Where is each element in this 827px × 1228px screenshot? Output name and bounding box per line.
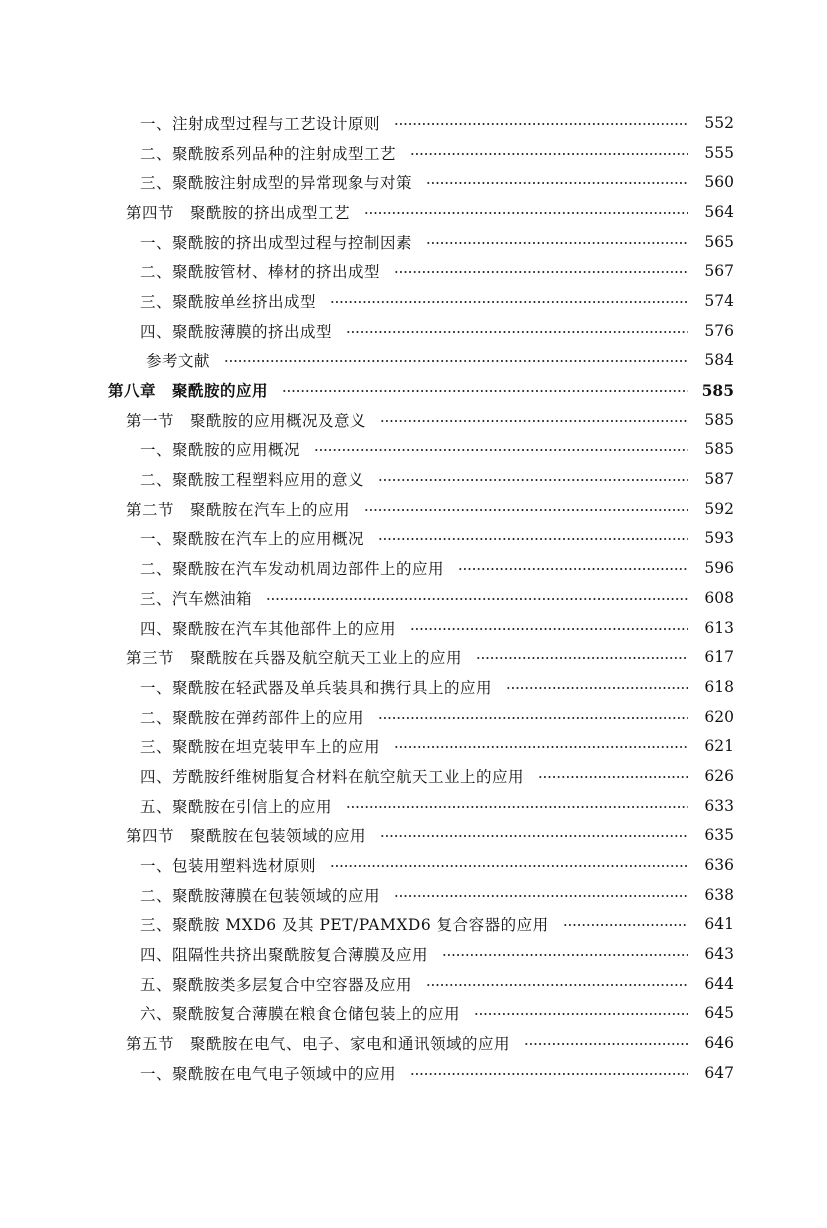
toc-item-row [140,316,734,346]
toc-entry-title: 四、聚酰胺在汽车其他部件上的应用 [140,619,397,638]
toc-page-number: 644 [704,974,734,993]
toc-entry-title: 二、聚酰胺在弹药部件上的应用 [140,708,365,727]
toc-page-number: 613 [704,618,734,637]
toc-item-row [140,910,734,940]
toc-page-number: 646 [704,1034,734,1053]
dot-leader [394,895,688,897]
toc-section-row [126,821,734,851]
toc-entry-title: 一、聚酰胺的挤出成型过程与控制因素 [140,233,413,252]
toc-entry-title: 六、聚酰胺复合薄膜在粮食仓储包装上的应用 [140,1005,461,1024]
toc-page-number: 585 [704,440,734,459]
toc-entry-title: 第二节 聚酰胺在汽车上的应用 [126,500,351,519]
toc-section-row [126,197,734,227]
toc-entry-title: 第三节 聚酰胺在兵器及航空航天工业上的应用 [126,649,463,668]
toc-page-number: 560 [704,173,734,192]
toc-page-number: 592 [704,499,734,518]
dot-leader [538,776,688,778]
dot-leader [410,153,688,155]
table-of-contents [0,108,827,1088]
toc-entry-title: 一、包装用塑料选材原则 [140,857,317,876]
toc-entry-title: 三、聚酰胺 MXD6 及其 PET/PAMXD6 复合容器的应用 [140,916,549,935]
toc-page-number: 617 [704,648,734,667]
toc-item-row [140,791,734,821]
toc-entry-title: 参考文献 [146,352,211,371]
toc-entry-title: 二、聚酰胺薄膜在包装领域的应用 [140,886,381,905]
toc-item-row [140,731,734,761]
dot-leader [380,420,688,422]
toc-entry-title: 二、聚酰胺工程塑料应用的意义 [140,471,365,490]
dot-leader [364,509,688,511]
toc-entry-title: 二、聚酰胺在汽车发动机周边部件上的应用 [140,560,445,579]
toc-item-row [140,108,734,138]
dot-leader [224,360,688,362]
toc-section-row [126,1028,734,1058]
toc-chapter-row [108,375,734,405]
dot-leader [378,717,688,719]
dot-leader [563,924,688,926]
dot-leader [314,449,688,451]
toc-page-number: 643 [704,945,734,964]
toc-entry-title: 第一节 聚酰胺的应用概况及意义 [126,411,367,430]
toc-entry-title: 四、阻隔性共挤出聚酰胺复合薄膜及应用 [140,946,429,965]
toc-page-number: 585 [701,380,734,400]
toc-entry-title: 三、聚酰胺单丝挤出成型 [140,292,317,311]
toc-item-row [140,583,734,613]
toc-item-row [140,138,734,168]
toc-page-number: 596 [704,559,734,578]
toc-entry-title: 一、聚酰胺在汽车上的应用概况 [140,530,365,549]
toc-section-row [126,642,734,672]
toc-page-number: 564 [704,202,734,221]
dot-leader [378,538,688,540]
toc-page-number: 574 [704,291,734,310]
toc-item-row [140,850,734,880]
toc-page-number: 635 [704,826,734,845]
toc-entry-title: 第五节 聚酰胺在电气、电子、家电和通讯领域的应用 [126,1035,511,1054]
dot-leader [506,687,688,689]
toc-item-row [140,286,734,316]
toc-page-number: 620 [704,707,734,726]
toc-page-number: 608 [704,588,734,607]
toc-entry-title: 一、聚酰胺在电气电子领域中的应用 [140,1064,397,1083]
toc-section-row [126,405,734,435]
dot-leader [394,123,688,125]
dot-leader [378,479,688,481]
dot-leader [330,301,688,303]
toc-item-row [140,880,734,910]
dot-leader [458,568,688,570]
toc-item-row [140,435,734,465]
toc-page-number: 593 [704,529,734,548]
toc-entry-title: 一、聚酰胺在轻武器及单兵装具和携行具上的应用 [140,678,493,697]
toc-entry-title: 三、聚酰胺注射成型的异常现象与对策 [140,174,413,193]
toc-entry-title: 三、聚酰胺在坦克装甲车上的应用 [140,738,381,757]
dot-leader [410,1073,688,1075]
toc-item-row [140,672,734,702]
toc-item-row [140,939,734,969]
toc-page-number: 576 [704,321,734,340]
dot-leader [474,1013,688,1015]
dot-leader [426,182,688,184]
dot-leader [442,954,688,956]
toc-entry-title: 四、聚酰胺薄膜的挤出成型 [140,322,333,341]
toc-page-number: 638 [704,885,734,904]
toc-item-row [140,167,734,197]
toc-item-row [140,256,734,286]
toc-section-row [126,494,734,524]
dot-leader [380,835,688,837]
dot-leader [330,865,688,867]
toc-entry-title: 一、注射成型过程与工艺设计原则 [140,114,381,133]
toc-item-row [140,1058,734,1088]
toc-page-number: 552 [704,113,734,132]
toc-entry-title: 三、汽车燃油箱 [140,589,253,608]
toc-entry-title: 五、聚酰胺类多层复合中空容器及应用 [140,975,413,994]
toc-entry-title: 第四节 聚酰胺在包装领域的应用 [126,827,367,846]
toc-entry-title: 二、聚酰胺管材、棒材的挤出成型 [140,263,381,282]
dot-leader [394,746,688,748]
toc-page-number: 626 [704,766,734,785]
toc-item-row [140,227,734,257]
dot-leader [346,331,688,333]
dot-leader [266,598,688,600]
toc-item-row [140,613,734,643]
toc-page-number: 641 [704,915,734,934]
toc-item-row [140,761,734,791]
toc-page-number: 618 [704,677,734,696]
toc-page-number: 565 [704,232,734,251]
toc-reference-row [146,346,734,376]
toc-page-number: 645 [704,1004,734,1023]
dot-leader [426,984,688,986]
dot-leader [346,806,688,808]
toc-page-number: 585 [704,410,734,429]
toc-page-number: 636 [704,856,734,875]
toc-entry-title: 第四节 聚酰胺的挤出成型工艺 [126,203,351,222]
toc-item-row [140,702,734,732]
toc-page-number: 647 [704,1063,734,1082]
dot-leader [394,271,688,273]
toc-item-row [140,999,734,1029]
toc-item-row [140,969,734,999]
dot-leader [476,657,688,659]
toc-page-number: 584 [704,351,734,370]
dot-leader [282,390,688,392]
toc-page-number: 621 [704,737,734,756]
toc-entry-title: 第八章 聚酰胺的应用 [108,381,269,401]
toc-page-number: 587 [704,470,734,489]
dot-leader [426,242,688,244]
toc-item-row [140,464,734,494]
toc-page-number: 567 [704,262,734,281]
dot-leader [410,628,688,630]
toc-entry-title: 一、聚酰胺的应用概况 [140,441,301,460]
toc-entry-title: 四、芳酰胺纤维树脂复合材料在航空航天工业上的应用 [140,767,525,786]
dot-leader [364,212,688,214]
toc-entry-title: 二、聚酰胺系列品种的注射成型工艺 [140,144,397,163]
toc-entry-title: 五、聚酰胺在引信上的应用 [140,797,333,816]
dot-leader [524,1043,688,1045]
toc-item-row [140,524,734,554]
toc-page-number: 555 [704,143,734,162]
toc-item-row [140,553,734,583]
toc-page-number: 633 [704,796,734,815]
